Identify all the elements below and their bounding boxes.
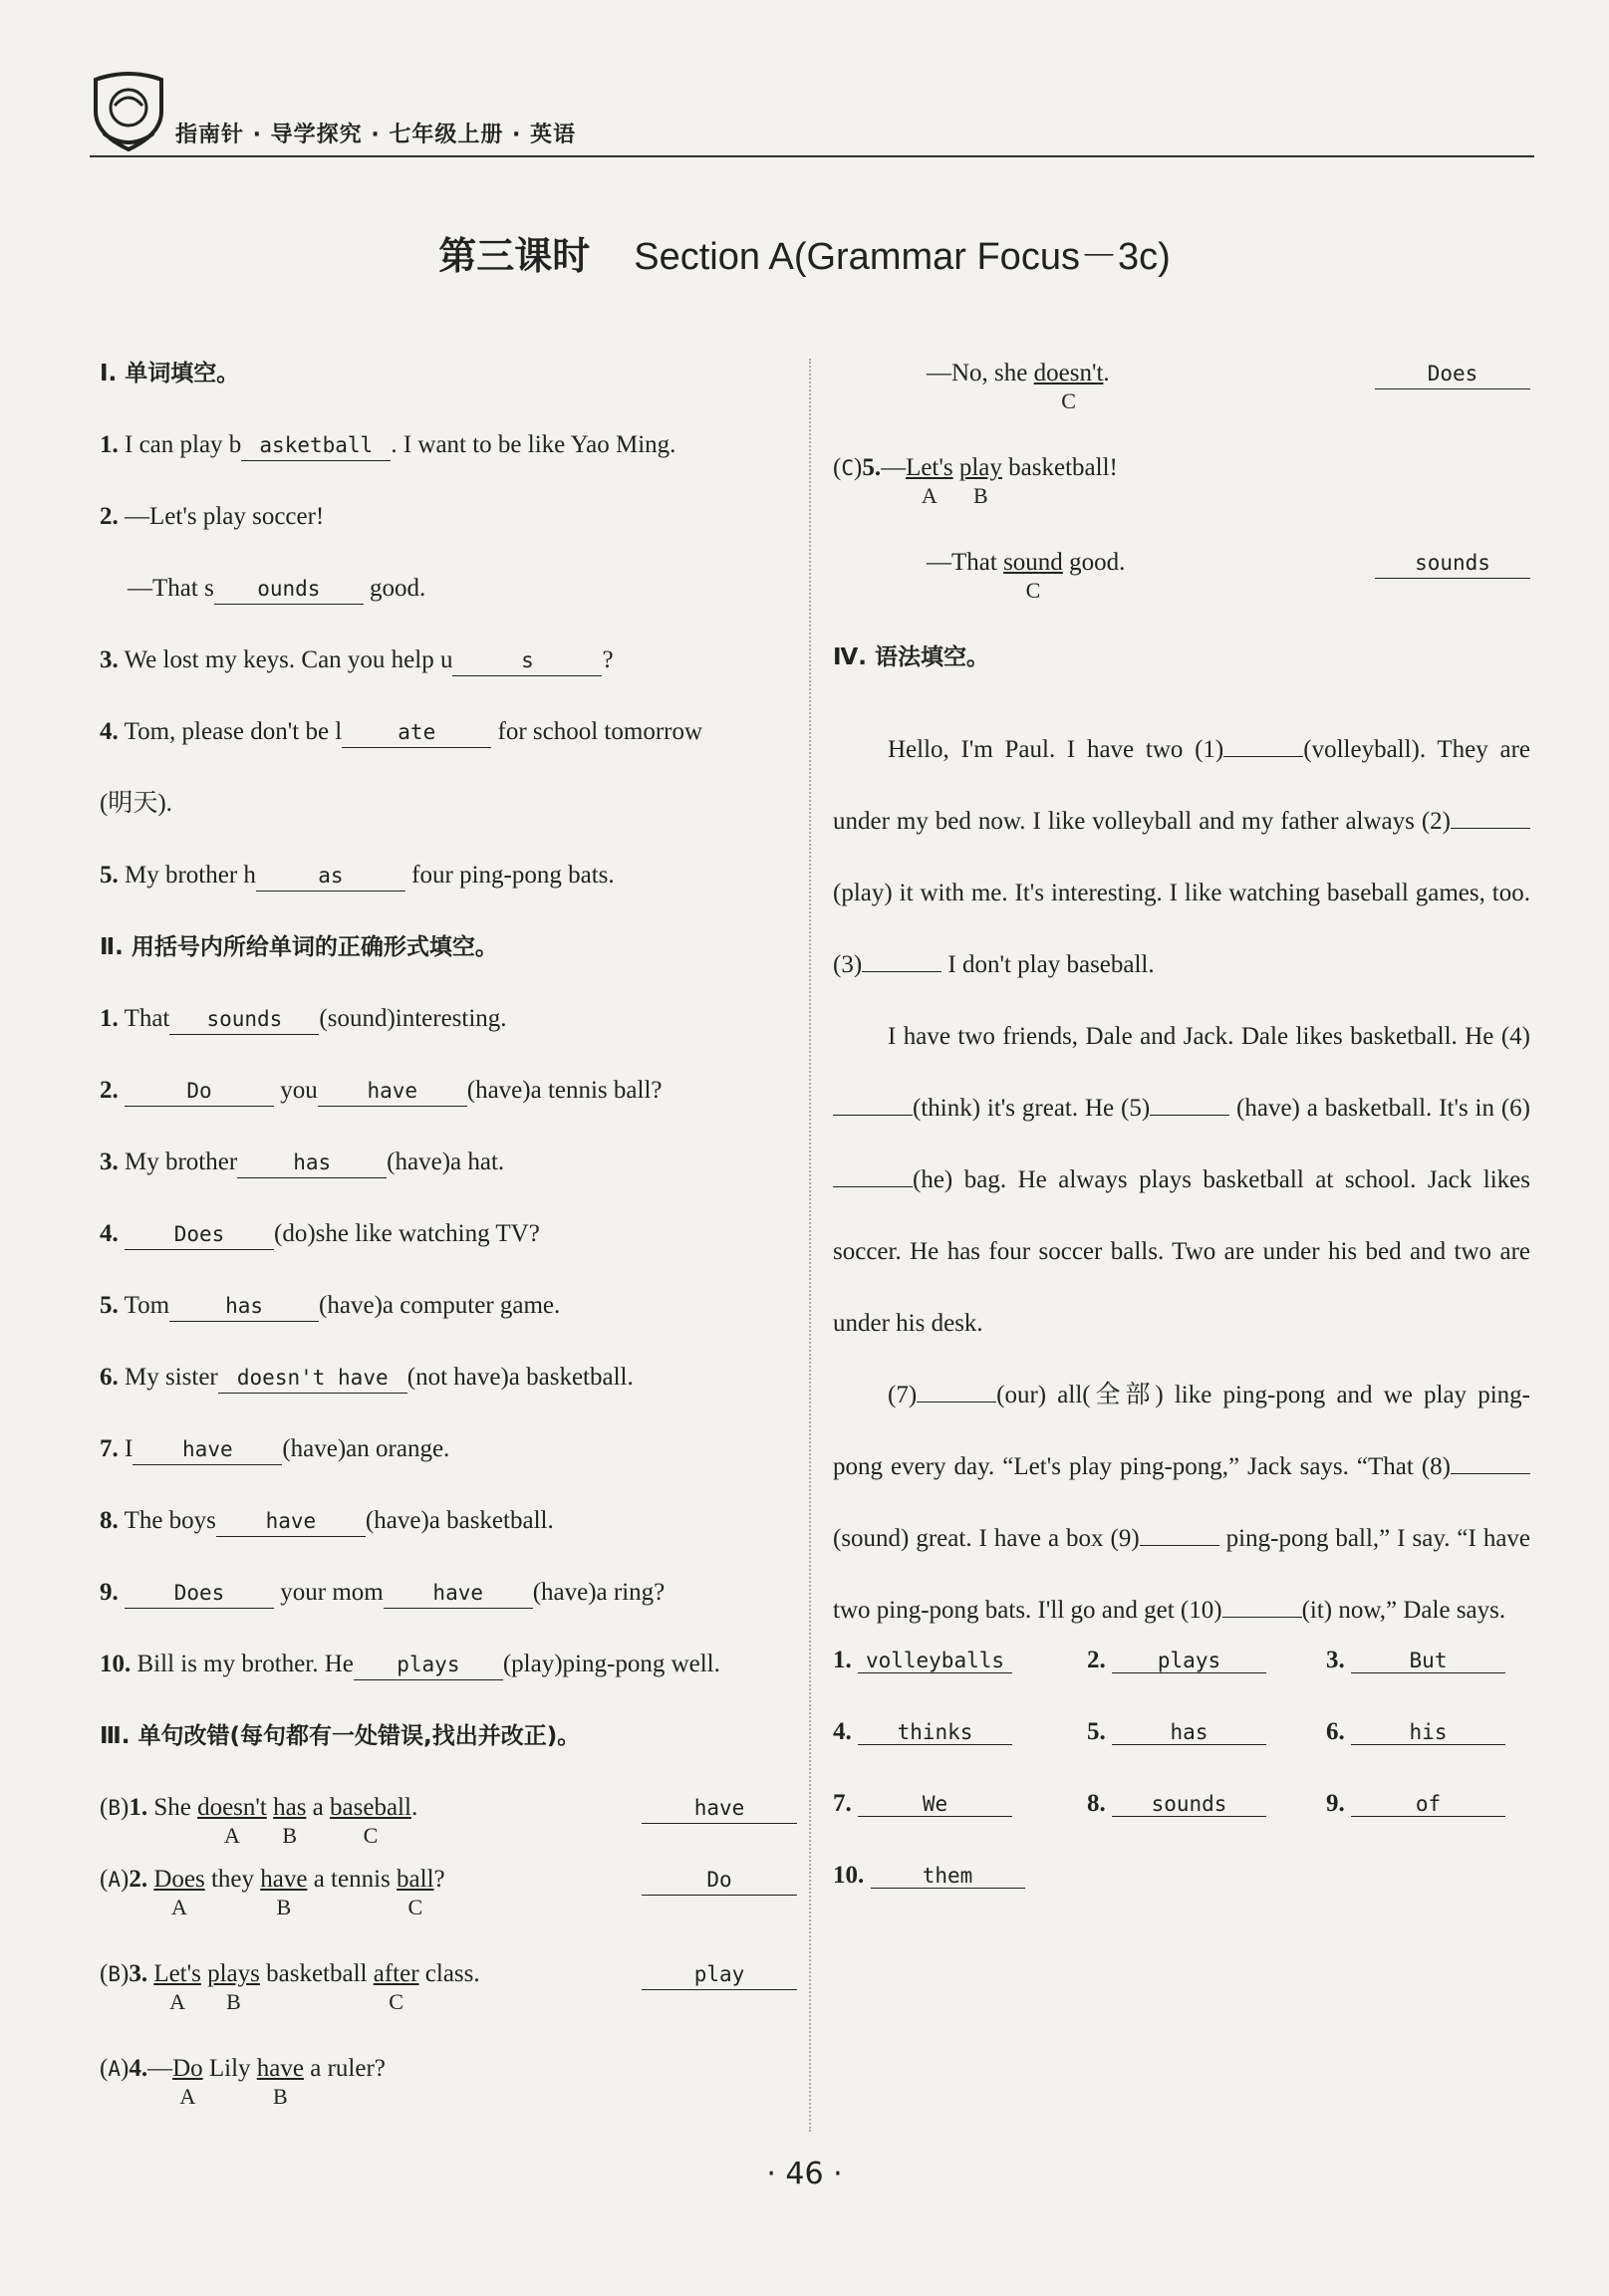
answer-item: 5. has: [1087, 1718, 1266, 1746]
answer-row: [833, 1647, 1530, 1718]
answer-blank: has: [237, 1148, 387, 1178]
s1-question-4: 4. Tom, please don't be l ate for school tomorrow: [100, 717, 797, 789]
answer-blank: thinks: [858, 1720, 1012, 1745]
section-3-heading: Ⅲ. 单句改错(每句都有一处错误,找出并改正)。: [100, 1723, 581, 1749]
answer-blank: s: [452, 645, 602, 676]
answer-blank: has: [169, 1291, 319, 1322]
cloze-blank: [1140, 1545, 1219, 1546]
answer-item: 4. thinks: [833, 1718, 1012, 1746]
answer-blank: We: [858, 1792, 1012, 1817]
s2-question: 5. Tom has (have)a computer game.: [100, 1291, 797, 1363]
title-english: Section A(Grammar Focus－3c): [634, 236, 1171, 278]
cloze-blank: [1451, 1473, 1530, 1474]
answer-blank: But: [1351, 1649, 1505, 1673]
answer-blank: of: [1351, 1792, 1505, 1817]
correction-blank: have: [642, 1793, 797, 1824]
answer-blank: have: [318, 1076, 467, 1107]
page-number: · 46 ·: [766, 2157, 843, 2191]
section-2-heading: Ⅱ. 用括号内所给单词的正确形式填空。: [100, 934, 498, 960]
s3-question-5-reply: —That sound C good. sounds: [833, 548, 1530, 642]
section-4-heading: Ⅳ. 语法填空。: [833, 644, 990, 670]
s1-question-4-cont: (明天).: [100, 790, 172, 817]
s2-question: 6. My sister doesn't have (not have)a basketball.: [100, 1363, 797, 1434]
answer-blank: Do: [125, 1076, 274, 1107]
answer-item: 10. them: [833, 1862, 1025, 1890]
correction-blank: sounds: [1375, 548, 1530, 579]
s2-question: 2. Do you have (have)a tennis ball?: [100, 1076, 797, 1148]
answer-blank: asketball: [241, 430, 391, 461]
header-text: 指南针 · 导学探究 · 七年级上册 · 英语: [175, 123, 577, 147]
s2-question: 3. My brother has (have)a hat.: [100, 1148, 797, 1219]
s3-question-2: (A)2. Does A they have B a tennis ball C ? Do: [100, 1865, 797, 1959]
s2-question: 7. I have (have)an orange.: [100, 1434, 797, 1506]
s2-question: 8. The boys have (have)a basketball.: [100, 1506, 797, 1578]
answer-item: 7. We: [833, 1790, 1012, 1818]
s1-question-3: 3. We lost my keys. Can you help u s ?: [100, 645, 797, 717]
s3-question-1: (B)1. She doesn't A has B a baseball C . have: [100, 1793, 797, 1865]
answer-row: [833, 1718, 1530, 1790]
section-2-list: [100, 1004, 797, 1721]
s2-question: 9. Does your mom have (have)a ring?: [100, 1578, 797, 1650]
cloze-answer-grid: [833, 1647, 1530, 1933]
answer-blank: volleyballs: [858, 1649, 1012, 1673]
cloze-blank: [917, 1402, 996, 1403]
answer-blank: Does: [125, 1219, 274, 1250]
answer-blank: ate: [342, 717, 491, 748]
answer-row: [833, 1790, 1530, 1862]
correction-blank: Do: [642, 1865, 797, 1896]
s1-question-2: 2. —Let's play soccer!: [100, 503, 325, 530]
cloze-passage: [833, 714, 1530, 1647]
cloze-blank: [1223, 756, 1303, 757]
passage-paragraph-2: I have two friends, Dale and Jack. Dale likes basketball. He (4)(think) it's great. He (5) (have) a basketball. It's in (6)(he) bag. He always plays basketball at school. Jack likes soccer. He has four soccer balls. Two are under his bed and two are under his desk.: [833, 1023, 1531, 1337]
title-chinese: 第三课时: [438, 234, 591, 278]
s1-question-5: 5. My brother h as four ping-pong bats.: [100, 861, 797, 932]
answer-item: 2. plays: [1087, 1647, 1266, 1674]
s1-question-1: 1. I can play b asketball . I want to be like Yao Ming.: [100, 430, 797, 502]
answer-blank: them: [871, 1864, 1025, 1889]
answer-blank: have: [384, 1578, 533, 1609]
answer-item: 1. volleyballs: [833, 1647, 1012, 1674]
answer-blank: sounds: [169, 1004, 319, 1035]
answer-item: 3. But: [1326, 1647, 1505, 1674]
answer-blank: Does: [125, 1578, 274, 1609]
cloze-blank: [862, 971, 941, 972]
s2-question: 4. Does (do)she like watching TV?: [100, 1219, 797, 1291]
answer-blank: has: [1112, 1720, 1266, 1745]
cloze-blank: [833, 1186, 913, 1187]
answer-item: 6. his: [1326, 1718, 1505, 1746]
answer-item: 9. of: [1326, 1790, 1505, 1818]
answer-blank: have: [133, 1434, 282, 1465]
answer-blank: doesn't have: [218, 1363, 407, 1394]
answer-row: [833, 1862, 1530, 1933]
s3-question-4-reply: —No, she doesn't C . Does: [833, 359, 1530, 453]
school-shield-logo-icon: [90, 70, 167, 151]
answer-blank: as: [256, 861, 405, 892]
header-rule: [90, 155, 1534, 157]
section-1-heading: Ⅰ. 单词填空。: [100, 361, 240, 386]
answer-blank: ounds: [214, 574, 364, 605]
cloze-blank: [1222, 1617, 1302, 1618]
passage-paragraph-3: (7) (our) all(全部) like ping-pong and we play ping-pong every day. “Let's play ping-pong,” Jack says. “That (8)(sound) great. I have a box (9) ping-pong ball,” I say. “I have two ping-pong bats. I'll go and get (10) (it) now,” Dale says.: [833, 1382, 1531, 1624]
correction-blank: play: [642, 1959, 797, 1990]
answer-blank: plays: [354, 1650, 503, 1680]
correction-blank: Does: [1375, 359, 1530, 389]
answer-blank: have: [216, 1506, 366, 1537]
answer-blank: sounds: [1112, 1792, 1266, 1817]
answer-blank: his: [1351, 1720, 1505, 1745]
s3-question-3: (B)3. Let's A plays B basketball after C class. play: [100, 1959, 797, 2054]
s3-question-4: $(A)4.—\frac{Do}{A}$ Lily have B a ruler?: [100, 2055, 386, 2109]
cloze-blank: [1150, 1115, 1229, 1116]
passage-paragraph-1: Hello, I'm Paul. I have two (1) (volleyball). They are under my bed now. I like volleyball and my father always (2)(play) it with me. It's interesting. I like watching baseball games, too. (3) I don't play baseball.: [833, 736, 1530, 978]
cloze-blank: [1451, 828, 1530, 829]
cloze-blank: [833, 1115, 913, 1116]
answer-blank: plays: [1112, 1649, 1266, 1673]
right-column: [833, 359, 1530, 1933]
s1-question-2-reply: —That s ounds good.: [100, 574, 797, 645]
page-header: [90, 62, 1534, 161]
column-divider: [809, 359, 811, 2132]
s2-question: 1. That sounds (sound)interesting.: [100, 1004, 797, 1076]
s3-question-5: (C)5.—Let's A play B basketball!: [833, 454, 1118, 508]
s2-question: 10. Bill is my brother. He plays (play)ping-pong well.: [100, 1650, 797, 1721]
page-title: [0, 225, 1609, 280]
left-column: [100, 359, 797, 2149]
answer-item: 8. sounds: [1087, 1790, 1266, 1818]
